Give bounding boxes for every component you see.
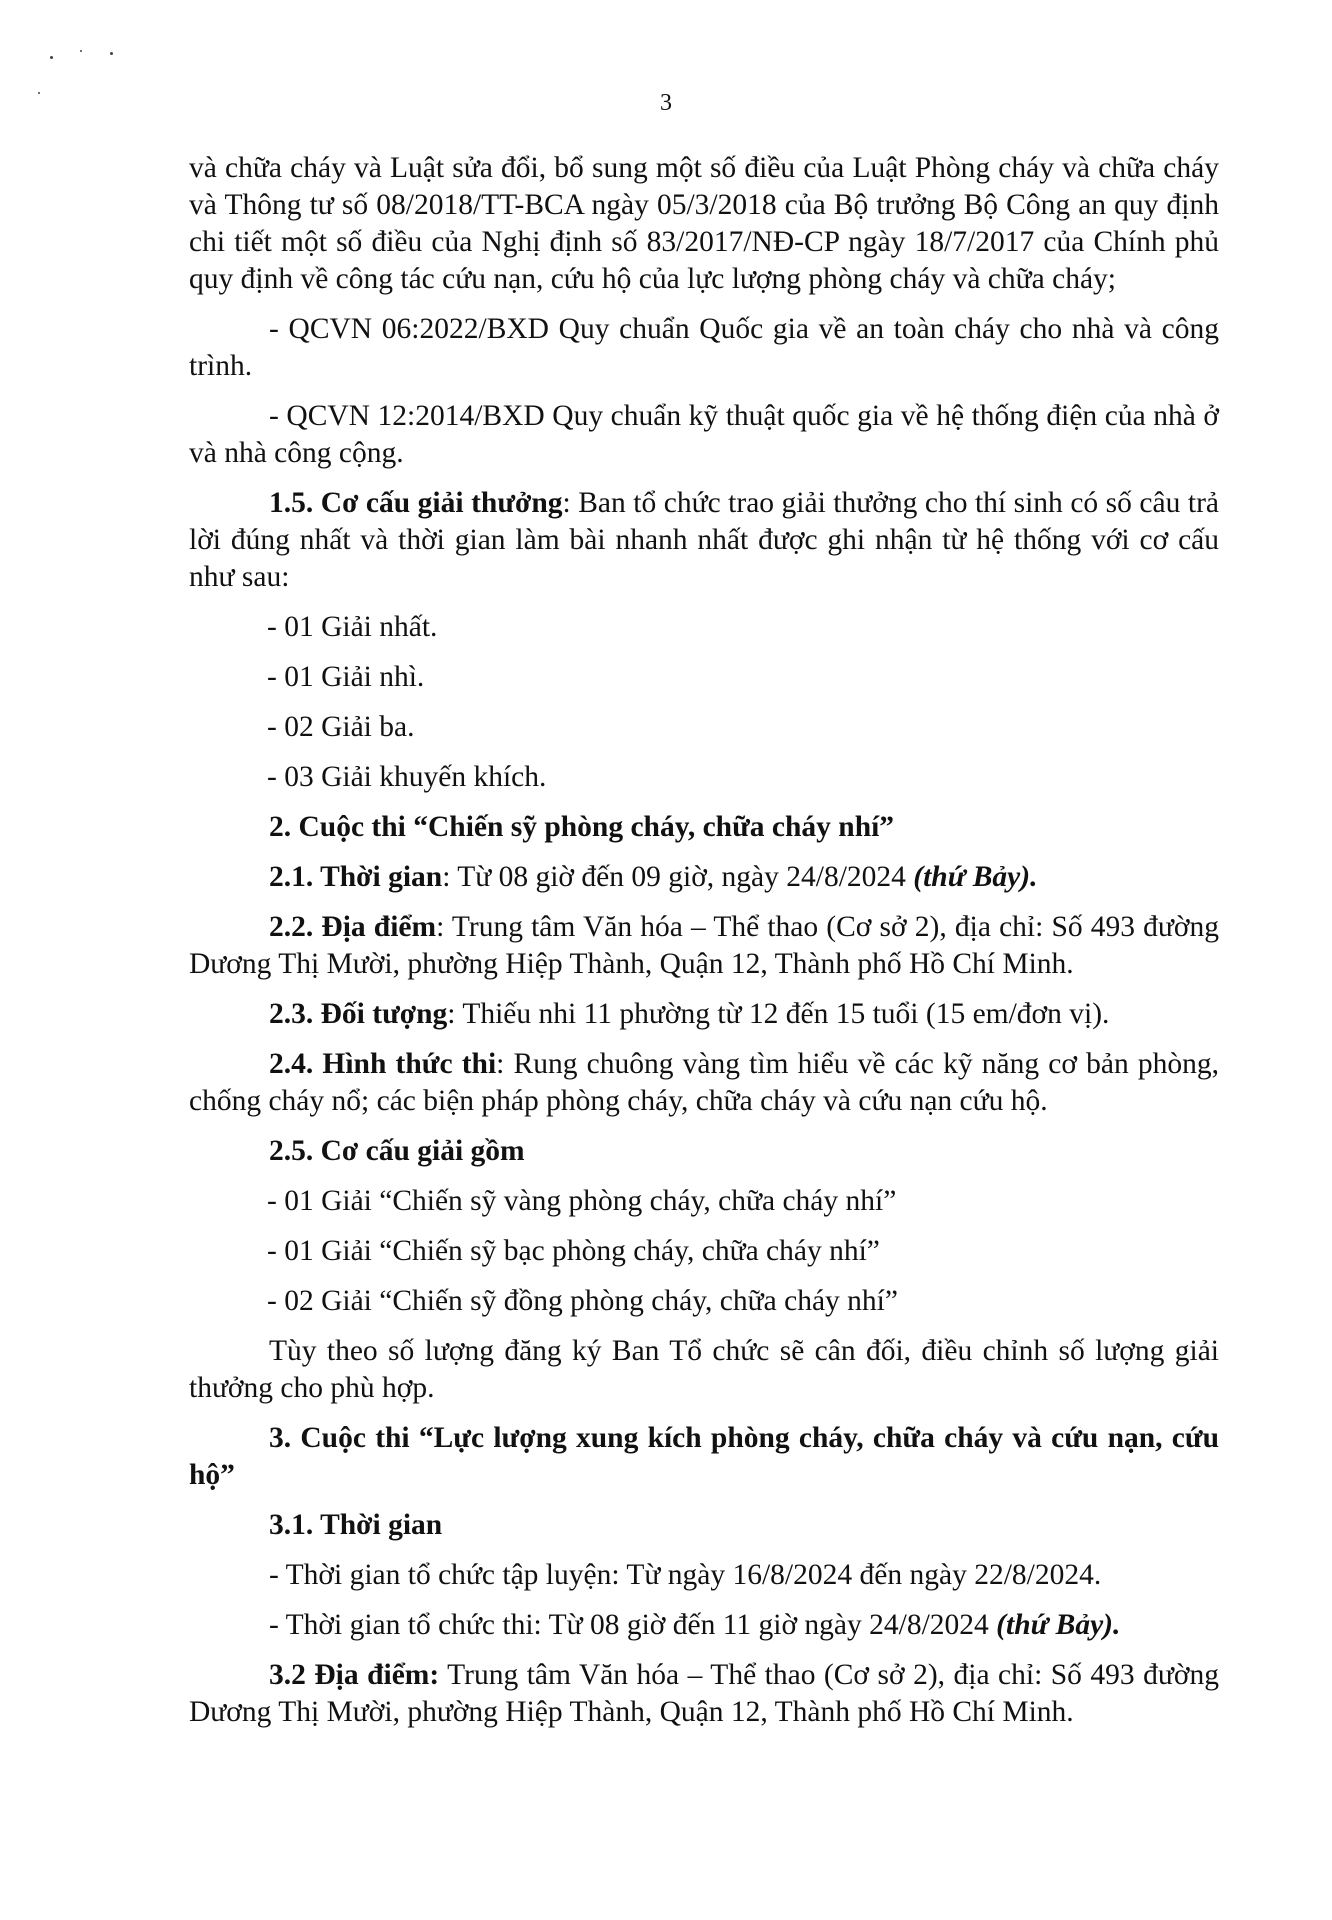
section-2-3 [189, 996, 1219, 1033]
page-number: 3 [660, 90, 672, 116]
section-text: Trung tâm Văn hóa – Thể thao (Cơ sở 2), địa chỉ: Số 493 đường Dương Thị Mười, phường Hiệp Thành, Quận 12, Thành phố Hồ Chí Minh. [189, 1659, 1219, 1728]
section-2-heading [189, 809, 1219, 846]
section-text: : Trung tâm Văn hóa – Thể thao (Cơ sở 2), địa chỉ: Số 493 đường Dương Thị Mười, phường Hiệp Thành, Quận 12, Thành phố Hồ Chí Minh. [189, 911, 1219, 980]
section-text: - Thời gian tổ chức thi: Từ 08 giờ đến 11 giờ ngày 24/8/2024 [269, 1609, 997, 1641]
paragraph: - QCVN 12:2014/BXD Quy chuẩn kỹ thuật quốc gia về hệ thống điện của nhà ở và nhà công cộng. [189, 400, 1219, 469]
section-text: : Ban tổ chức trao giải thưởng cho thí sinh có số câu trả lời đúng nhất và thời gian làm bài nhanh nhất được ghi nhận từ hệ thống với cơ cấu như sau: [189, 487, 1219, 593]
document-body [189, 150, 1219, 1731]
section-2-2 [189, 909, 1219, 983]
paragraph: và chữa cháy và Luật sửa đổi, bổ sung một số điều của Luật Phòng cháy và chữa cháy và Thông tư số 08/2018/TT-BCA ngày 05/3/2018 của Bộ trưởng Bộ Công an quy định chi tiết một số điều của Nghị định số 83/2017/NĐ-CP ngày 18/7/2017 của Chính phủ quy định về công tác cứu nạn, cứu hộ của lực lượng phòng cháy và chữa cháy; [189, 152, 1219, 295]
section-heading: 3. Cuộc thi “Lực lượng xung kích phòng cháy, chữa cháy và cứu nạn, cứu hộ” [189, 1422, 1219, 1491]
section-1-5 [189, 485, 1219, 596]
paragraph: - Thời gian tổ chức tập luyện: Từ ngày 16/8/2024 đến ngày 22/8/2024. [269, 1559, 1102, 1591]
list-item: - 01 Giải “Chiến sỹ bạc phòng cháy, chữa cháy nhí” [267, 1235, 880, 1267]
section-2-1 [189, 859, 1219, 896]
section-heading: 2.2. Địa điểm [269, 911, 437, 943]
list-item: - 01 Giải nhì. [267, 661, 425, 693]
section-heading: 3.2 Địa điểm: [269, 1659, 440, 1691]
section-text: : Thiếu nhi 11 phường từ 12 đến 15 tuổi (15 em/đơn vị). [447, 998, 1110, 1030]
section-heading: 2.4. Hình thức thi [269, 1048, 497, 1080]
list-item: - 01 Giải “Chiến sỹ vàng phòng cháy, chữa cháy nhí” [267, 1185, 897, 1217]
section-2-5 [189, 1133, 1219, 1170]
list-item: - 02 Giải ba. [267, 711, 415, 743]
scan-speck [110, 52, 113, 55]
section-text: : Rung chuông vàng tìm hiểu về các kỹ năng cơ bản phòng, chống cháy nổ; các biện pháp phòng cháy, chữa cháy và cứu nạn cứu hộ. [189, 1048, 1219, 1117]
section-heading: 2.5. Cơ cấu giải gồm [269, 1135, 525, 1167]
section-heading: 1.5. Cơ cấu giải thưởng [269, 487, 563, 519]
paragraph [189, 1607, 1219, 1644]
list-item: - 02 Giải “Chiến sỹ đồng phòng cháy, chữa cháy nhí” [267, 1285, 898, 1317]
section-text: : Từ 08 giờ đến 09 giờ, ngày 24/8/2024 [442, 861, 914, 893]
list-item: - 01 Giải nhất. [267, 611, 438, 643]
list-item: - 03 Giải khuyến khích. [267, 761, 547, 793]
section-3-1 [189, 1507, 1219, 1544]
section-heading: 2.1. Thời gian [269, 861, 443, 893]
section-heading: 2. Cuộc thi “Chiến sỹ phòng cháy, chữa cháy nhí” [269, 811, 895, 843]
paragraph: Tùy theo số lượng đăng ký Ban Tổ chức sẽ cân đối, điều chỉnh số lượng giải thưởng cho phù hợp. [189, 1335, 1219, 1404]
section-emphasis: (thứ Bảy). [996, 1609, 1121, 1641]
paragraph: - QCVN 06:2022/BXD Quy chuẩn Quốc gia về an toàn cháy cho nhà và công trình. [189, 313, 1219, 382]
section-2-4 [189, 1046, 1219, 1120]
section-emphasis: (thứ Bảy). [913, 861, 1038, 893]
section-3-heading [189, 1420, 1219, 1494]
scan-speck [80, 50, 82, 52]
section-heading: 3.1. Thời gian [269, 1509, 443, 1541]
scan-speck [50, 56, 53, 59]
section-heading: 2.3. Đối tượng [269, 998, 448, 1030]
section-3-2 [189, 1657, 1219, 1731]
